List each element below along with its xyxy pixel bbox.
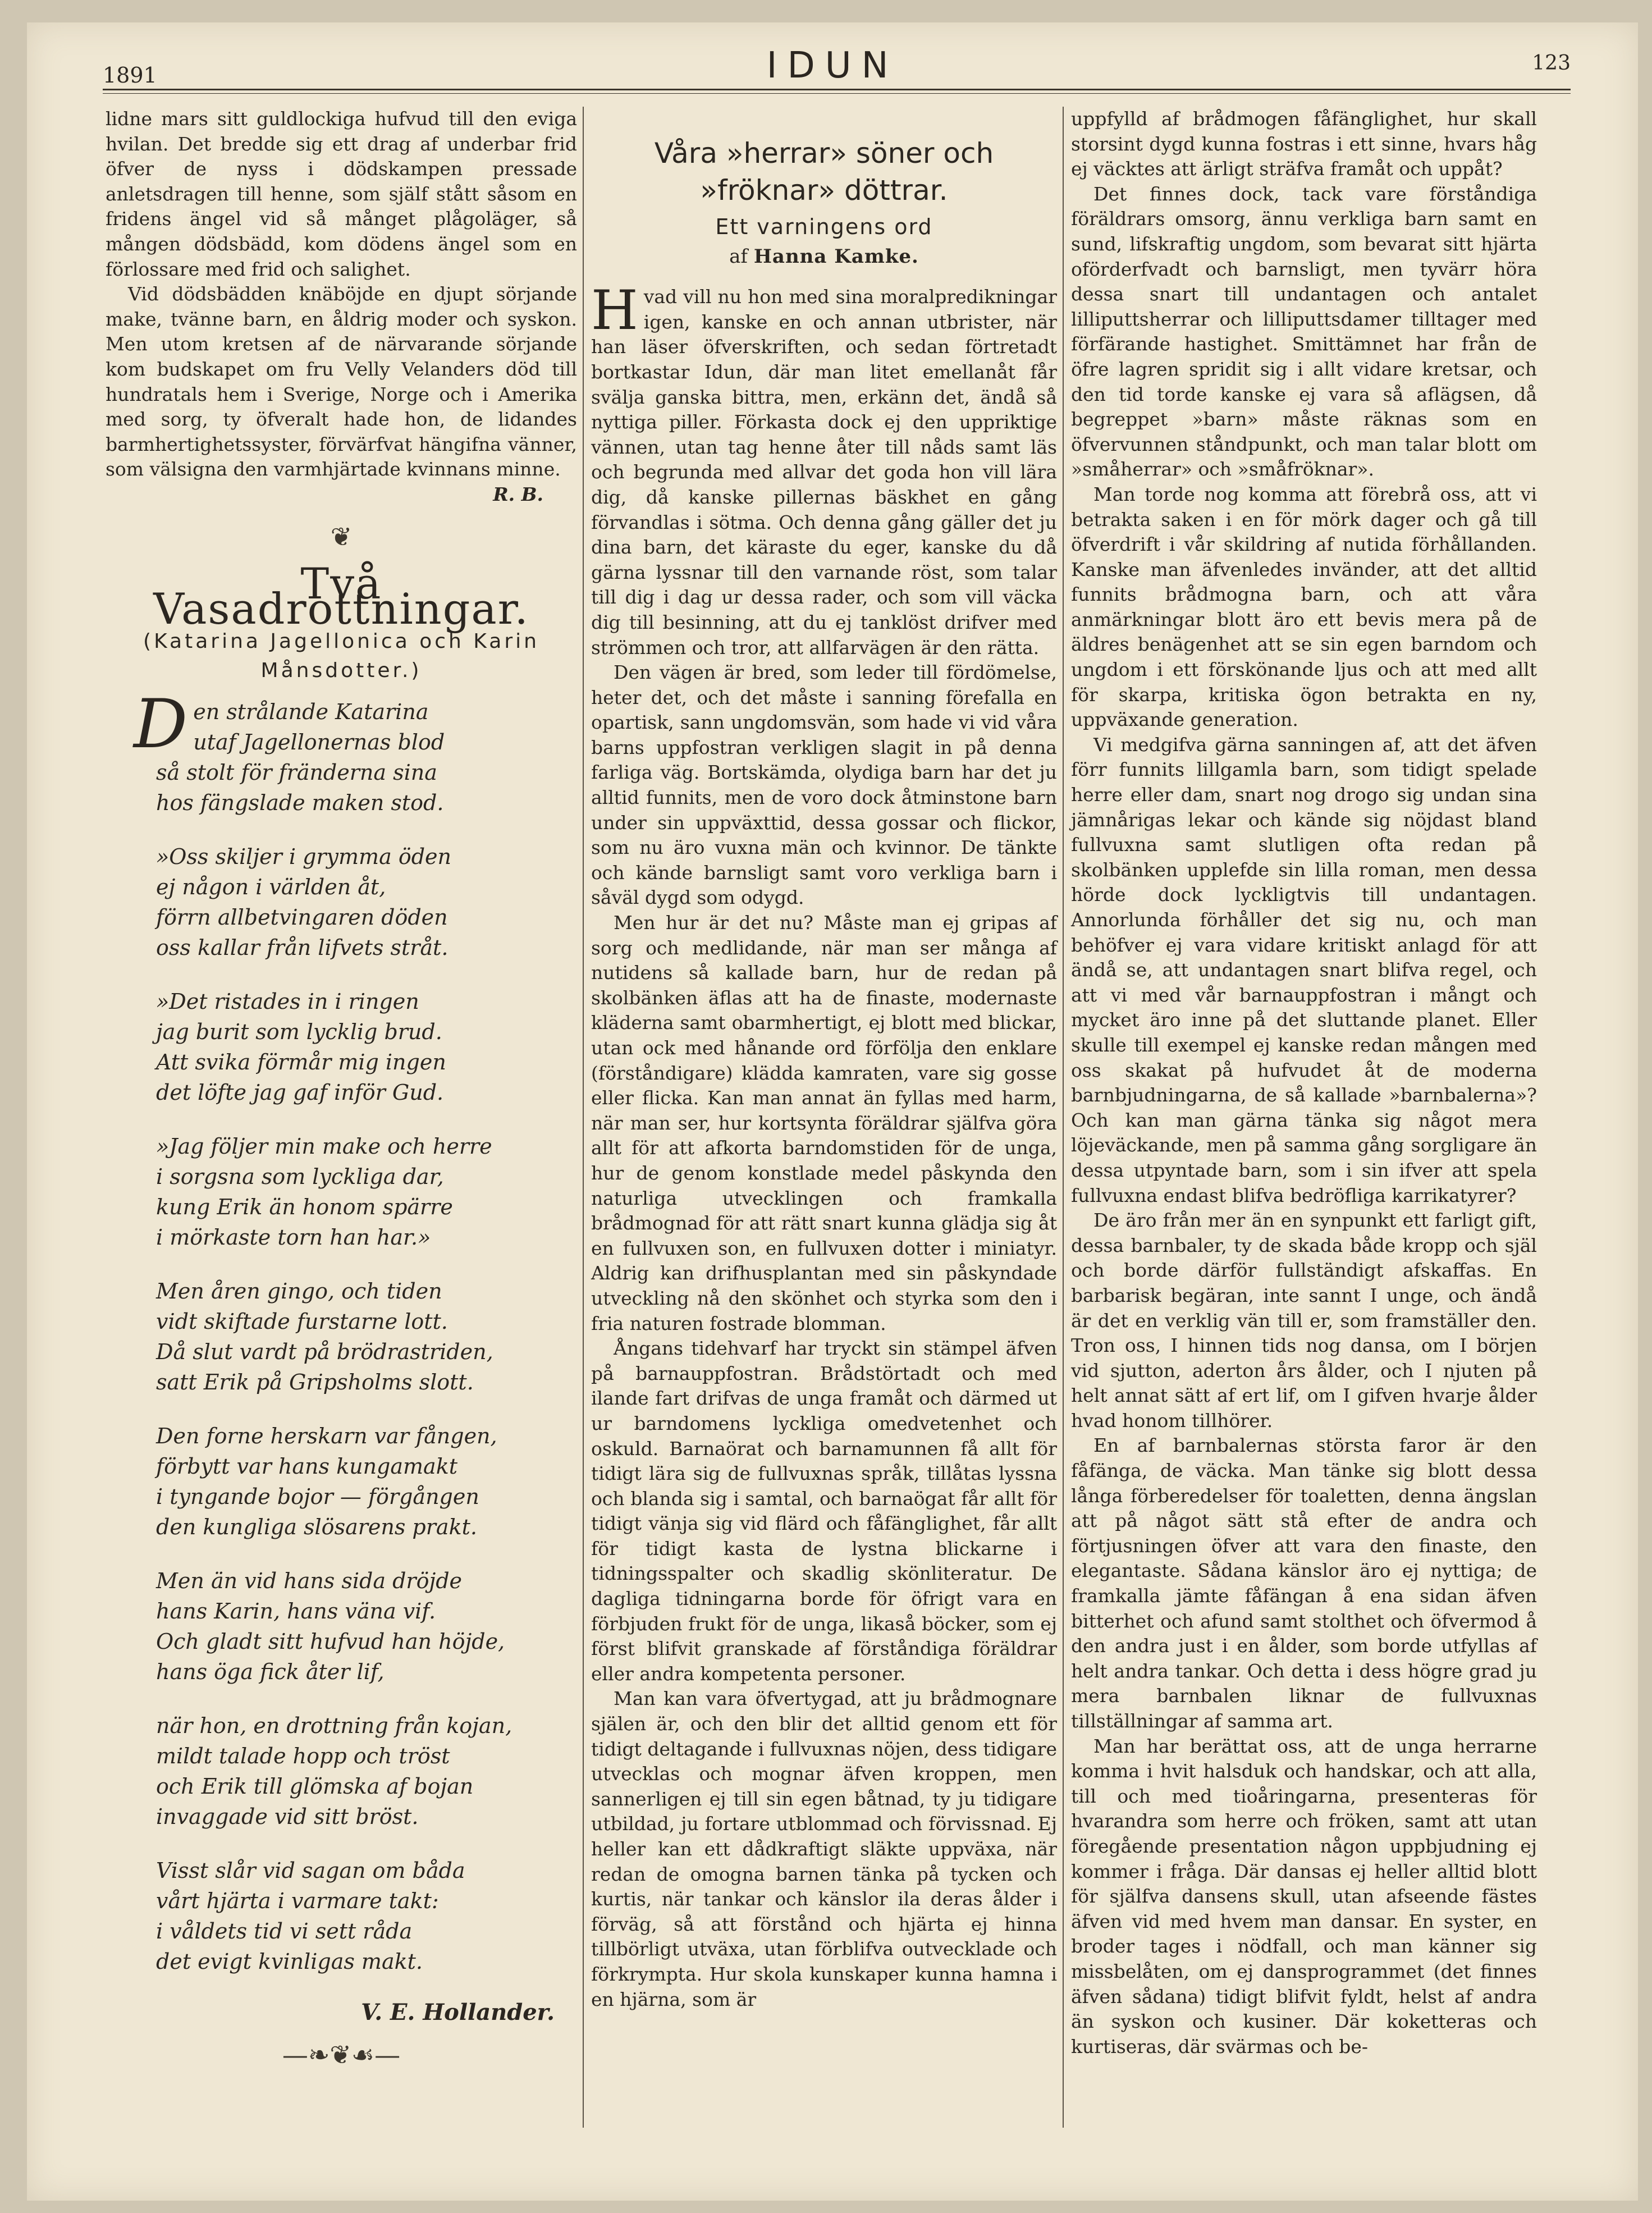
verse-line: jag burit som lycklig brud. xyxy=(156,1019,442,1045)
verse-line: hos fängslade maken stod. xyxy=(156,790,444,816)
journal-title: IDUN xyxy=(766,45,899,86)
header-rule-thin xyxy=(103,93,1571,94)
paragraph: De äro från mer än en synpunkt ett farligt gift, dessa barnbaler, ty de skada både kropp och själ och borde därför fullständigt afskaffas. En barbarisk begäran, inte sannt I unge, och ändå är det en verklig vän till er, som framställer den. Tron oss, I hinnen tids nog dansa, om I börjen vid sjutton, aderton års ålder, och I njuten på helt annat sätt af ert lif, om I gifven hvarje ålder hvad honom tillhörer. xyxy=(1071,1209,1537,1432)
stanza xyxy=(134,685,577,818)
stanza xyxy=(156,1421,577,1542)
dropcap: D xyxy=(134,685,188,764)
verse-line: invaggade vid sitt bröst. xyxy=(156,1804,419,1830)
column-left xyxy=(106,107,577,2084)
verse-line: utaf Jagellonernas blod xyxy=(193,730,445,755)
column-divider xyxy=(1063,107,1064,2128)
column-divider xyxy=(583,107,584,2128)
dropcap: H xyxy=(591,279,638,342)
verse-line: »Oss skiljer i grymma öden xyxy=(156,844,451,870)
paragraph: Vi medgifva gärna sanningen af, att det äfven förr funnits lillgamla barn, som tidigt spelade herre eller dam, snart nog drogo sig undan sina jämnårigas lekar och kände sig nöjdast bland fullvuxna samt slutligen ofta redan på skolbänken upplefde sin lilla roman, men dessa hörde dock lyckligtvis till undantagen. Annorlunda förhåller det sig nu, och man behöfver ej vara vidare kritiskt anlagd för att ändå se, att undantagen snart blifva regel, och att vi med vår barnauppfostran i mångt och mycket äro inne på det sluttande planet. Eller skulle till exempel ej kanske redan mången med oss skakat på hufvudet åt de moderna barnbjudningarna, de så kallade »barnbalerna»? Och kan man gärna tänka sig något mera löjeväckande, men på samma gång sorgligare än dessa utpyntade barn, som i sin ifver att spela fullvuxna endast blifva bedröfliga karrikatyrer? xyxy=(1071,733,1537,1206)
verse-line: när hon, en drottning från kojan, xyxy=(156,1713,512,1739)
verse-line: i sorgsna som lyckliga dar, xyxy=(156,1164,444,1190)
verse-line: »Jag följer min make och herre xyxy=(156,1134,492,1159)
paragraph: Man torde nog komma att förebrå oss, att vi betrakta saken i en för mörk dager och gå till öfverdrift i vår skildring af nutida förhållanden. Kanske man äfvenledes invänder, att det alltid funnits brådmogna barn, och att våra anmärkningar blott äro ett bevis mera på de äldres benägenhet att se sin egen barndom och ungdom i ett förskönande ljus och att med allt för skarpa, kritiska ögon betrakta en ny, uppväxande generation. xyxy=(1071,483,1537,731)
verse-line: Och gladt sitt hufvud han höjde, xyxy=(156,1629,505,1654)
verse-line: hans Karin, hans väna vif. xyxy=(156,1599,436,1624)
verse-line: Men än vid hans sida dröjde xyxy=(156,1569,463,1594)
verse-line: så stolt för fränderna sina xyxy=(156,760,437,785)
verse-line: det evigt kvinligas makt. xyxy=(156,1949,423,1974)
verse-line: i mörkaste torn han har.» xyxy=(156,1225,431,1250)
paragraph: Man kan vara öfvertygad, att ju brådmognare själen är, och den blir det alltid genom ett för tidigt deltagande i fullvuxnas nöjen, dess tidigare utvecklas och mognar äfven kroppen, men sannerligen ej till sin egen båtnad, ty ju tidigare utbildad, ju fortare utblommad och förvissnad. Ej heller kan ett dådkraftigt släkte uppväxa, när redan de omogna barnen tänka på tycken och kurtis, när tankar och känslor ila deras ålder i förväg, så att förstånd och hjärta ej hinna tillbörligt utväxa, utan förblifva outvecklade och förkrympta. Hur skola kunskaper kunna hamna i en hjärna, som är xyxy=(591,1688,1057,2010)
verse-line: förrn allbetvingaren döden xyxy=(156,905,448,930)
paragraph: Ångans tidehvarf har tryckt sin stämpel äfven på barnauppfostran. Brådstörtadt och med ilande fart drifvas de unga framåt och därmed ut ur barndomens lyckliga omedvetenhet och oskuld. Barnaörat och barnamunnen få allt för tidigt lära sig de fullvuxnas språk, tillåtas lyssna och blanda sig i samtal, och barnaögat får allt för tidigt vänja sig vid flärd och fåfänglighet, får allt för tidigt kasta de lystna blickarne i tidningsspalter och skadlig skönliteratur. De dagliga tidningarna borde för öfrigt vara en förbjuden frukt för de unga, likaså böcker, som ej först blifvit granskade af förståndiga föräldrar eller andra kompetenta personer. xyxy=(591,1337,1057,1685)
paragraph: Men hur är det nu? Måste man ej gripas af sorg och medlidande, när man ser många af nutidens så kallade barn, hur de redan på skolbänken äflas att ha de finaste, modernaste kläderna samt obarmhertigt, ej blott med blickar, utan ock med hånande ord förfölja den enklare (förståndigare) klädda kamraten, vare sig gosse eller flicka. Kan man annat än fyllas med harm, när man ser, hur kortsynta föräldrar själfva göra allt för att afkorta barndomstiden för de unga, hur de genom konstlade medel påskynda den naturliga utvecklingen och framkalla brådmognad för att rätt snart kunna glädja sig åt en fullvuxen son, en fullvuxen dotter i miniatyr. Aldrig kan drifhusplantan med sin påskyndade utveckling nå den skönhet och styrka som den i fria naturen fostrade blomman. xyxy=(591,912,1057,1334)
poem-title: Två Vasadrottningar. xyxy=(153,559,529,634)
paragraph: Vid dödsbädden knäböjde en djupt sörjande make, tvänne barn, en åldrig moder och syskon. Men utom kretsen af de närvarande sörjande kom budskapet om fru Velly Velanders död till hundratals hem i Sverige, Norge och i Amerika med sorg, ty öfveralt hade hon, de lidandes barmhertighetssyster, förvärfvat hängifna vänner, som välsigna den varmhjärtade kvinnans minne. xyxy=(106,283,577,481)
verse-line: en strålande Katarina xyxy=(193,699,429,725)
poem-author: V. E. Hollander. xyxy=(361,1999,555,2026)
verse-line: hans öga fick åter lif, xyxy=(156,1659,385,1685)
column-middle xyxy=(591,107,1057,2012)
paragraph: Det finnes dock, tack vare förståndiga föräldrars omsorg, ännu verkliga barn samt en sund, lifskraftig ungdom, som bevarat sitt hjärta oförderfvadt och barnsligt, men tyvärr höra dessa snart till undantagen och antalet lilliputtsherrar och lilliputtsdamer tilltager med förfärande hastighet. Smittämnet har från de öfre lagren spridit sig i allt vidare kretsar, och den tid torde kanske ej vara så aflägsen, då begreppet »barn» måste räknas som en öfvervunnen ståndpunkt, och man talar blott om »småherrar» och »småfröknar». xyxy=(1071,182,1537,481)
verse-line: Den forne herskarn var fången, xyxy=(156,1424,497,1449)
year: 1891 xyxy=(103,63,157,88)
ornament-icon: ❦ xyxy=(330,521,353,552)
article-title xyxy=(591,135,1057,209)
stanza xyxy=(156,1855,577,1977)
stanza xyxy=(156,1131,577,1252)
page-number: 123 xyxy=(1532,52,1571,75)
verse-line: vårt hjärta i varmare takt: xyxy=(156,1889,439,1914)
verse-line: och Erik till glömska af bojan xyxy=(156,1774,474,1799)
verse-line: i våldets tid vi sett råda xyxy=(156,1919,413,1944)
verse-line: förbytt var hans kungamakt xyxy=(156,1454,458,1479)
verse-line: ej någon i världen åt, xyxy=(156,875,386,900)
paragraph: uppfylld af brådmogen fåfänglighet, hur skall storsint dygd kunna fostras i ett sinne, hvars håg ej väcktes att ärligt sträfva framåt och uppåt? xyxy=(1071,108,1537,180)
header-rule xyxy=(103,89,1571,90)
stanza xyxy=(156,842,577,963)
paragraph: En af barnbalernas största faror är den fåfänga, de väcka. Man tänke sig blott dessa långa förberedelser för toaletten, denna ängslan att på något sätt stå efter de andra och förtjusningen öfver att vara den finaste, den elegantaste. Sådana känslor äro ej nyttiga; de framkalla jämte fåfängan å ena sidan äfven bitterhet och afund samt stolthet och öfvermod å den andra just i en ålder, som borde utfyllas af helt andra tankar. Och detta i dess högre grad ju mera barnbalen liknar de fullvuxnas tillställningar af samma art. xyxy=(1071,1434,1537,1732)
paragraph: Man har berättat oss, att de unga herrarne komma i hvit halsduk och handskar, och att alla, till och med tioåringarna, presenteras för hvarandra som herre och fröken, samt att utan föregående presentation någon uppbjudning ej kommer i fråga. Där dansas ej heller alltid blott för själfva dansens skull, utan afseende fästes äfven vid med hvem man dansar. En syster, en broder tages i nödfall, och man känner sig missbelåten, om ej dansprogrammet (det finnes äfven sådana) tidigt blifvit fyldt, helst af andra än syskon och kusiner. Där koketteras och kurtiseras, där svärmas och be- xyxy=(1071,1735,1537,2057)
verse-line: i tyngande bojor — förgången xyxy=(156,1484,479,1510)
article-title-line: Våra »herrar» söner och xyxy=(654,137,994,170)
masthead xyxy=(27,22,1638,107)
verse-line: Då slut vardt på brödrastriden, xyxy=(156,1339,493,1365)
page-sheet xyxy=(27,22,1638,2201)
verse-line: satt Erik på Gripsholms slott. xyxy=(156,1370,474,1395)
verse-line: Att svika förmår mig ingen xyxy=(156,1050,446,1075)
article-subtitle: Ett varningens ord xyxy=(715,214,933,239)
article-author: Hanna Kamke. xyxy=(753,245,919,268)
paragraph-text: vad vill nu hon med sina moralpredikningar igen, kanske en och annan utbrister, när han läser öfverskriften, och sedan förtretadt bortkastar Idun, där man litet emellanåt får svälja ganska bittra, men, erkänn det, ändå så nyttiga piller. Förkasta dock ej den uppriktige vännen, utan tag henne åter till nåds samt läs och begrunda med allvar det goda hon vill lära dig, då kanske pillernas bäskhet en gång förvandlas i sötma. Och denna gång gäller det ju dina barn, det käraste du eger, kanske du då gärna lyssnar till den varnande röst, som talar till dig i dag ur dessa rader, och som vill väcka dig till besinning, att du ej tanklöst drifver med strömmen och tror, att allfarvägen är den rätta. xyxy=(591,286,1057,659)
stanza xyxy=(156,1711,577,1832)
verse-line: Visst slår vid sagan om båda xyxy=(156,1858,465,1883)
paragraph: lidne mars sitt guldlockiga hufvud till den eviga hvilan. Det bredde sig ett drag af underbar frid öfver de nyss i dödskampen pressade anletsdragen till henne, som själf stått såsom en fridens ängel vid så månget plågoläger, så mången dödsbädd, kom dödens ängel som en förlossare med frid och salighet. xyxy=(106,108,577,280)
verse-line: det löfte jag gaf inför Gud. xyxy=(156,1080,444,1105)
stanza xyxy=(156,1566,577,1687)
stanza xyxy=(156,1276,577,1397)
verse-line: mildt talade hopp och tröst xyxy=(156,1744,450,1769)
stanza xyxy=(156,986,577,1108)
poem-subtitle: (Katarina Jagellonica och Karin Månsdotter.) xyxy=(143,630,539,683)
paragraph xyxy=(591,279,1057,660)
article-byline xyxy=(591,244,1057,269)
verse-line: Men åren gingo, och tiden xyxy=(156,1279,442,1304)
verse-line: vidt skiftade furstarne lott. xyxy=(156,1309,448,1334)
end-ornament-icon: —❧❦☙— xyxy=(282,2039,401,2070)
verse-line: »Det ristades in i ringen xyxy=(156,989,419,1014)
verse-line: oss kallar från lifvets stråt. xyxy=(156,935,449,961)
byline-prefix: af xyxy=(729,245,748,268)
column-right xyxy=(1071,107,1537,2059)
verse-line: den kungliga slösarens prakt. xyxy=(156,1515,477,1540)
signature: R. B. xyxy=(493,483,543,505)
article-title-line: »fröknar» döttrar. xyxy=(700,174,948,207)
verse-line: kung Erik än honom spärre xyxy=(156,1195,453,1220)
paragraph: Den vägen är bred, som leder till fördömelse, heter det, och det måste i sanning förefalla en opartisk, sann ungdomsvän, som hade vi vid våra barns uppfostran verkligen slagit in på denna farliga väg. Bortskämda, olydiga barn har det ju alltid funnits, men de voro dock åtminstone barn under sin uppväxttid, dessa gossar och flickor, som nu äro vuxna män och kvinnor. De tänkte och kände barnsligt samt voro verkliga barn i såväl dygd som odygd. xyxy=(591,661,1057,909)
